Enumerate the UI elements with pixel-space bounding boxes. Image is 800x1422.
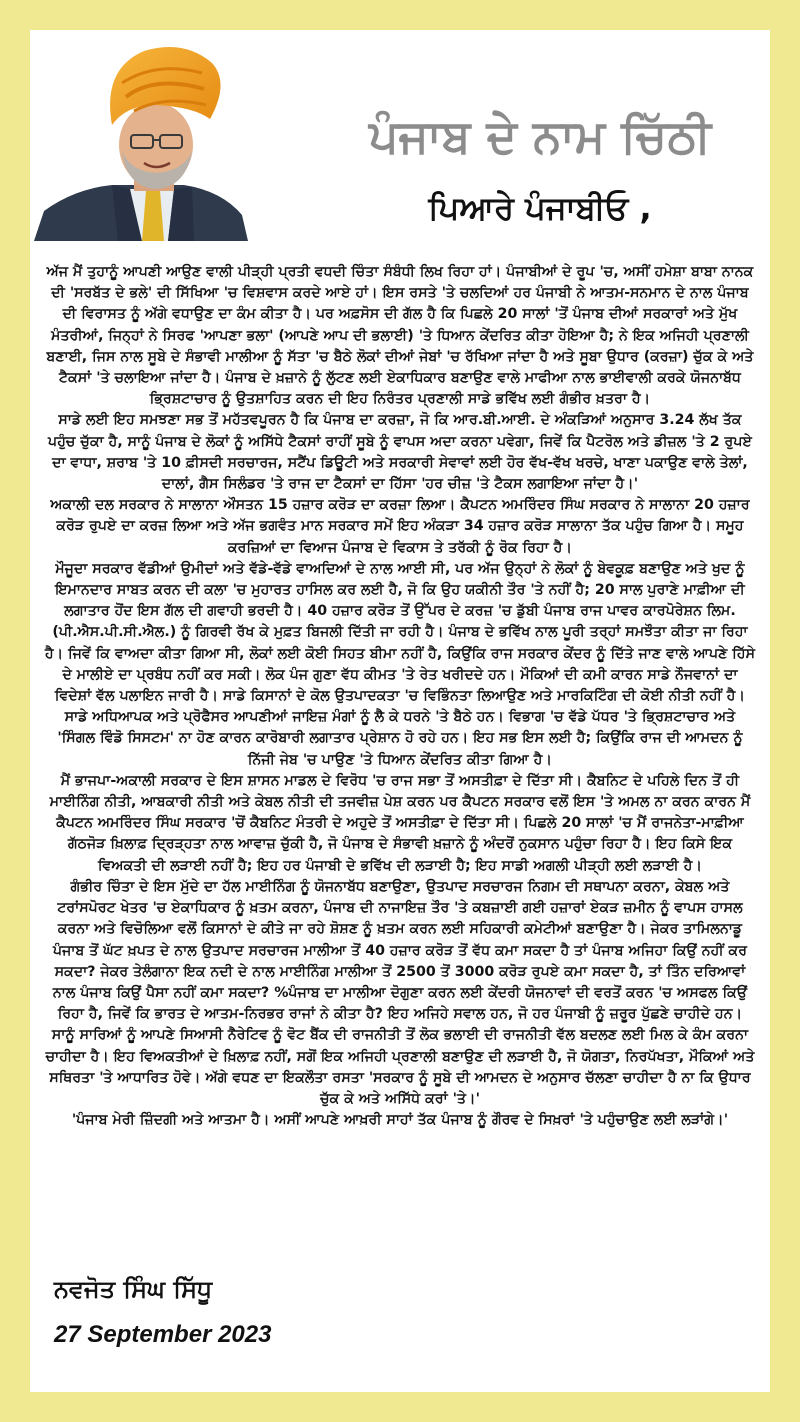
- letter-page: [30, 30, 770, 1392]
- letter-date: 27 September 2023: [54, 1321, 272, 1348]
- paragraph-6: ਗੰਭੀਰ ਚਿੰਤਾ ਦੇ ਇਸ ਮੁੱਦੇ ਦਾ ਹੱਲ ਮਾਈਨਿੰਗ ਨੂੰ ਯੋਜਨਾਬੱਧ ਬਣਾਉਣਾ, ਉਤਪਾਦ ਸਰਚਾਰਜ ਨਿਗਮ ਦੀ ਸਥਾਪਨਾ ਕਰਨਾ, ਕੇਬਲ ਅਤੇ ਟਰਾਂਸਪੋਰਟ ਖੇਤਰ 'ਚ ਏਕਾਧਿਕਾਰ ਨੂੰ ਖ਼ਤਮ ਕਰਨਾ, ਪੰਜਾਬ ਦੀ ਨਾਜਾਇਜ਼ ਤੌਰ 'ਤੇ ਕਬਜ਼ਾਈ ਗਈ ਹਜ਼ਾਰਾਂ ਏਕੜ ਜ਼ਮੀਨ ਨੂੰ ਵਾਪਸ ਹਾਸਲ ਕਰਨਾ ਅਤੇ ਵਿਚੋਲਿਆ ਵਲੋਂ ਕਿਸਾਨਾਂ ਦੇ ਕੀਤੇ ਜਾ ਰਹੇ ਸ਼ੋਸ਼ਣ ਨੂੰ ਖ਼ਤਮ ਕਰਨ ਲਈ ਸਹਿਕਾਰੀ ਕਮੇਟੀਆਂ ਬਣਾਉਣਾ ਹੈ। ਜੇਕਰ ਤਾਮਿਲਨਾਡੂ ਪੰਜਾਬ ਤੋਂ ਘੱਟ ਖ਼ਪਤ ਦੇ ਨਾਲ ਉਤਪਾਦ ਸਰਚਾਰਜ ਮਾਲੀਆ ਤੋਂ 40 ਹਜ਼ਾਰ ਕਰੋੜ ਤੋਂ ਵੱਧ ਕਮਾ ਸਕਦਾ ਹੈ ਤਾਂ ਪੰਜਾਬ ਅਜਿਹਾ ਕਿਉਂ ਨਹੀਂ ਕਰ ਸਕਦਾ? ਜੇਕਰ ਤੇਲੰਗਾਨਾ ਇਕ ਨਦੀ ਦੇ ਨਾਲ ਮਾਈਨਿੰਗ ਮਾਲੀਆ ਤੋਂ 2500 ਤੋਂ 3000 ਕਰੋੜ ਰੁਪਏ ਕਮਾ ਸਕਦਾ ਹੈ, ਤਾਂ ਤਿੰਨ ਦਰਿਆਵਾਂ ਨਾਲ ਪੰਜਾਬ ਕਿਉਂ ਪੈਸਾ ਨਹੀਂ ਕਮਾ ਸਕਦਾ? %ਪੰਜਾਬ ਦਾ ਮਾਲੀਆ ਦੋਗੁਣਾ ਕਰਨ ਲਈ ਕੇਂਦਰੀ ਯੋਜਨਾਵਾਂ ਦੀ ਵਰਤੋਂ ਕਰਨ 'ਚ ਅਸਫਲ ਕਿਉਂ ਰਿਹਾ ਹੈ, ਜਿਵੇਂ ਕਿ ਭਾਰਤ ਦੇ ਆਤਮ-ਨਿਰਭਰ ਰਾਜਾਂ ਨੇ ਕੀਤਾ ਹੈ? ਇਹ ਅਜਿਹੇ ਸਵਾਲ ਹਨ, ਜੋ ਹਰ ਪੰਜਾਬੀ ਨੂੰ ਜ਼ਰੂਰ ਪੁੱਛਣੇ ਚਾਹੀਦੇ ਹਨ। ਸਾਨੂੰ ਸਾਰਿਆਂ ਨੂੰ ਆਪਣੇ ਸਿਆਸੀ ਨੈਰੇਟਿਵ ਨੂੰ ਵੋਟ ਬੈਂਕ ਦੀ ਰਾਜਨੀਤੀ ਤੋਂ ਲੋਕ ਭਲਾਈ ਦੀ ਰਾਜਨੀਤੀ ਵੱਲ ਬਦਲਣ ਲਈ ਮਿਲ ਕੇ ਕੰਮ ਕਰਨਾ ਚਾਹੀਦਾ ਹੈ। ਇਹ ਵਿਅਕਤੀਆਂ ਦੇ ਖ਼ਿਲਾਫ਼ ਨਹੀਂ, ਸਗੋਂ ਇਕ ਅਜਿਹੀ ਪ੍ਰਣਾਲੀ ਬਣਾਉਣ ਦੀ ਲੜਾਈ ਹੈ, ਜੋ ਯੋਗਤਾ, ਨਿਰਪੱਖਤਾ, ਮੌਕਿਆਂ ਅਤੇ ਸਥਿਰਤਾ 'ਤੇ ਆਧਾਰਿਤ ਹੋਵੇ। ਅੱਗੇ ਵਧਣ ਦਾ ਇਕਲੌਤਾ ਰਸਤਾ 'ਸਰਕਾਰ ਨੂੰ ਸੂਬੇ ਦੀ ਆਮਦਨ ਦੇ ਅਨੁਸਾਰ ਚੱਲਣਾ ਚਾਹੀਦਾ ਹੈ ਨਾ ਕਿ ਉਧਾਰ ਚੁੱਕ ਕੇ ਅਤੇ ਅਸਿੱਧੇ ਕਰਾਂ 'ਤੇ।': [45, 878, 755, 1107]
- paragraph-1: ਅੱਜ ਮੈਂ ਤੁਹਾਨੂੰ ਆਪਣੀ ਆਉਣ ਵਾਲੀ ਪੀੜ੍ਹੀ ਪ੍ਰਤੀ ਵਧਦੀ ਚਿੰਤਾ ਸੰਬੰਧੀ ਲਿਖ ਰਿਹਾ ਹਾਂ। ਪੰਜਾਬੀਆਂ ਦੇ ਰੂਪ 'ਚ, ਅਸੀਂ ਹਮੇਸ਼ਾ ਬਾਬਾ ਨਾਨਕ ਦੀ 'ਸਰਬੱਤ ਦੇ ਭਲੇ' ਦੀ ਸਿੱਖਿਆ 'ਚ ਵਿਸ਼ਵਾਸ ਕਰਦੇ ਆਏ ਹਾਂ। ਇਸ ਰਸਤੇ 'ਤੇ ਚਲਦਿਆਂ ਹਰ ਪੰਜਾਬੀ ਨੇ ਆਤਮ-ਸਨਮਾਨ ਦੇ ਨਾਲ ਪੰਜਾਬ ਦੀ ਵਿਰਾਸਤ ਨੂੰ ਅੱਗੇ ਵਧਾਉਣ ਦਾ ਕੰਮ ਕੀਤਾ ਹੈ। ਪਰ ਅਫ਼ਸੋਸ ਦੀ ਗੱਲ ਹੈ ਕਿ ਪਿਛਲੇ 20 ਸਾਲਾਂ 'ਤੋਂ ਪੰਜਾਬ ਦੀਆਂ ਸਰਕਾਰਾਂ ਅਤੇ ਮੁੱਖ ਮੰਤਰੀਆਂ, ਜਿਨ੍ਹਾਂ ਨੇ ਸਿਰਫ 'ਆਪਣਾ ਭਲਾ' (ਆਪਣੇ ਆਪ ਦੀ ਭਲਾਈ) 'ਤੇ ਧਿਆਨ ਕੇਂਦਰਿਤ ਕੀਤਾ ਹੋਇਆ ਹੈ; ਨੇ ਇਕ ਅਜਿਹੀ ਪ੍ਰਣਾਲੀ ਬਣਾਈ, ਜਿਸ ਨਾਲ ਸੂਬੇ ਦੇ ਸੰਭਾਵੀ ਮਾਲੀਆ ਨੂੰ ਸੱਤਾ 'ਚ ਬੈਠੇ ਲੋਕਾਂ ਦੀਆਂ ਜੇਬਾਂ 'ਚ ਰੱਖਿਆ ਜਾਂਦਾ ਹੈ ਅਤੇ ਸੂਬਾ ਉਧਾਰ (ਕਰਜ਼ਾ) ਚੁੱਕ ਕੇ ਅਤੇ ਟੈਕਸਾਂ 'ਤੇ ਚਲਾਇਆ ਜਾਂਦਾ ਹੈ। ਪੰਜਾਬ ਦੇ ਖ਼ਜ਼ਾਨੇ ਨੂੰ ਲੁੱਟਣ ਲਈ ਏਕਾਧਿਕਾਰ ਬਣਾਉਣ ਵਾਲੇ ਮਾਫੀਆ ਨਾਲ ਭਾਈਵਾਲੀ ਕਰਕੇ ਯੋਜਨਾਬੱਧ ਭ੍ਰਿਸ਼ਟਾਚਾਰ ਨੂੰ ਉਤਸ਼ਾਹਿਤ ਕਰਨ ਦੀ ਇਹ ਨਿਰੰਤਰ ਪ੍ਰਣਾਲੀ ਸਾਡੇ ਭਵਿੱਖ ਲਈ ਗੰਭੀਰ ਖ਼ਤਰਾ ਹੈ।: [46, 264, 754, 408]
- paragraph-3: ਅਕਾਲੀ ਦਲ ਸਰਕਾਰ ਨੇ ਸਾਲਾਨਾ ਔਸਤਨ 15 ਹਜ਼ਾਰ ਕਰੋੜ ਦਾ ਕਰਜ਼ਾ ਲਿਆ। ਕੈਪਟਨ ਅਮਰਿੰਦਰ ਸਿੰਘ ਸਰਕਾਰ ਨੇ ਸਾਲਾਨਾ 20 ਹਜ਼ਾਰ ਕਰੋੜ ਰੁਪਏ ਦਾ ਕਰਜ਼ ਲਿਆ ਅਤੇ ਅੱਜ ਭਗਵੰਤ ਮਾਨ ਸਰਕਾਰ ਸਮੇਂ ਇਹ ਅੰਕੜਾ 34 ਹਜ਼ਾਰ ਕਰੋੜ ਸਾਲਾਨਾ ਤੱਕ ਪਹੁੰਚ ਗਿਆ ਹੈ। ਸਮੂਹ ਕਰਜ਼ਿਆਂ ਦਾ ਵਿਆਜ ਪੰਜਾਬ ਦੇ ਵਿਕਾਸ ਤੇ ਤਰੱਕੀ ਨੂੰ ਰੋਕ ਰਿਹਾ ਹੈ।: [50, 497, 750, 556]
- paragraph-4: ਮੌਜੂਦਾ ਸਰਕਾਰ ਵੱਡੀਆਂ ਉਮੀਦਾਂ ਅਤੇ ਵੱਡੇ-ਵੱਡੇ ਵਾਅਦਿਆਂ ਦੇ ਨਾਲ ਆਈ ਸੀ, ਪਰ ਅੱਜ ਉਨ੍ਹਾਂ ਨੇ ਲੋਕਾਂ ਨੂੰ ਬੇਵਕੂਫ਼ ਬਣਾਉਣ ਅਤੇ ਖੁਦ ਨੂੰ ਇਮਾਨਦਾਰ ਸਾਬਤ ਕਰਨ ਦੀ ਕਲਾ 'ਚ ਮੁਹਾਰਤ ਹਾਸਿਲ ਕਰ ਲਈ ਹੈ, ਜੋ ਕਿ ਉਹ ਯਕੀਨੀ ਤੌਰ 'ਤੇ ਨਹੀਂ ਹੈ; 20 ਸਾਲ ਪੁਰਾਣੇ ਮਾਫ਼ੀਆ ਦੀ ਲਗਾਤਾਰ ਹੋਂਦ ਇਸ ਗੱਲ ਦੀ ਗਵਾਹੀ ਭਰਦੀ ਹੈ। 40 ਹਜ਼ਾਰ ਕਰੋੜ ਤੋਂ ਉੱਪਰ ਦੇ ਕਰਜ਼ 'ਚ ਡੁੱਬੀ ਪੰਜਾਬ ਰਾਜ ਪਾਵਰ ਕਾਰਪੋਰੇਸ਼ਨ ਲਿਮ. (ਪੀ.ਐਸ.ਪੀ.ਸੀ.ਐਲ.) ਨੂੰ ਗਿਰਵੀ ਰੱਖ ਕੇ ਮੁਫ਼ਤ ਬਿਜਲੀ ਦਿੱਤੀ ਜਾ ਰਹੀ ਹੈ। ਪੰਜਾਬ ਦੇ ਭਵਿੱਖ ਨਾਲ ਪੂਰੀ ਤਰ੍ਹਾਂ ਸਮਝੌਤਾ ਕੀਤਾ ਜਾ ਰਿਹਾ ਹੈ। ਜਿਵੇਂ ਕਿ ਵਾਅਦਾ ਕੀਤਾ ਗਿਆ ਸੀ, ਲੋਕਾਂ ਲਈ ਕੋਈ ਸਿਹਤ ਬੀਮਾ ਨਹੀਂ ਹੈ, ਕਿਉਂਕਿ ਰਾਜ ਸਰਕਾਰ ਕੇਂਦਰ ਨੂੰ ਦਿੱਤੇ ਜਾਣ ਵਾਲੇ ਆਪਣੇ ਹਿੱਸੇ ਦੇ ਮਾਲੀਏ ਦਾ ਪ੍ਰਬੰਧ ਨਹੀਂ ਕਰ ਸਕੀ। ਲੋਕ ਪੰਜ ਗੁਣਾ ਵੱਧ ਕੀਮਤ 'ਤੇ ਰੇਤ ਖਰੀਦਦੇ ਹਨ। ਮੌਕਿਆਂ ਦੀ ਕਮੀ ਕਾਰਨ ਸਾਡੇ ਨੌਜਵਾਨਾਂ ਦਾ ਵਿਦੇਸ਼ਾਂ ਵੱਲ ਪਲਾਇਨ ਜਾਰੀ ਹੈ। ਸਾਡੇ ਕਿਸਾਨਾਂ ਦੇ ਕੋਲ ਉਤਪਾਦਕਤਾ 'ਚ ਵਿਭਿੰਨਤਾ ਲਿਆਉਣ ਅਤੇ ਮਾਰਕਿਟਿੰਗ ਦੀ ਕੋਈ ਨੀਤੀ ਨਹੀਂ ਹੈ। ਸਾਡੇ ਅਧਿਆਪਕ ਅਤੇ ਪ੍ਰੋਫੈਸਰ ਆਪਣੀਆਂ ਜਾਇਜ਼ ਮੰਗਾਂ ਨੂੰ ਲੈ ਕੇ ਧਰਨੇ 'ਤੇ ਬੈਠੇ ਹਨ। ਵਿਭਾਗ 'ਚ ਵੱਡੇ ਪੱਧਰ 'ਤੇ ਭ੍ਰਿਸ਼ਟਾਚਾਰ ਅਤੇ 'ਸਿੰਗਲ ਵਿੰਡੋ ਸਿਸਟਮ' ਨਾ ਹੋਣ ਕਾਰਨ ਕਾਰੋਬਾਰੀ ਲਗਾਤਾਰ ਪ੍ਰੇਸ਼ਾਨ ਹੋ ਰਹੇ ਹਨ। ਇਹ ਸਭ ਇਸ ਲਈ ਹੈ; ਕਿਉਂਕਿ ਰਾਜ ਦੀ ਆਮਦਨ ਨੂੰ ਨਿੱਜੀ ਜੇਬ 'ਚ ਪਾਉਣ 'ਤੇ ਧਿਆਨ ਕੇਂਦਰਿਤ ਕੀਤਾ ਗਿਆ ਹੈ।: [44, 560, 756, 768]
- letter-body: [44, 262, 756, 1131]
- salutation: ਪਿਆਰੇ ਪੰਜਾਬੀਓ ,: [428, 189, 652, 227]
- paragraph-2: ਸਾਡੇ ਲਈ ਇਹ ਸਮਝਣਾ ਸਭ ਤੋਂ ਮਹੱਤਵਪੂਰਨ ਹੈ ਕਿ ਪੰਜਾਬ ਦਾ ਕਰਜ਼ਾ, ਜੋ ਕਿ ਆਰ.ਬੀ.ਆਈ. ਦੇ ਅੰਕੜਿਆਂ ਅਨੁਸਾਰ 3.24 ਲੱਖ ਤੱਕ ਪਹੁੰਚ ਚੁੱਕਾ ਹੈ, ਸਾਨੂੰ ਪੰਜਾਬ ਦੇ ਲੋਕਾਂ ਨੂੰ ਅਸਿੱਧੇ ਟੈਕਸਾਂ ਰਾਹੀਂ ਸੂਬੇ ਨੂੰ ਵਾਪਸ ਅਦਾ ਕਰਨਾ ਪਵੇਗਾ, ਜਿਵੇਂ ਕਿ ਪੈਟਰੋਲ ਅਤੇ ਡੀਜ਼ਲ 'ਤੇ 2 ਰੁਪਏ ਦਾ ਵਾਧਾ, ਸ਼ਰਾਬ 'ਤੇ 10 ਫ਼ੀਸਦੀ ਸਰਚਾਰਜ, ਸਟੈਂਪ ਡਿਊਟੀ ਅਤੇ ਸਰਕਾਰੀ ਸੇਵਾਵਾਂ ਲਈ ਹੋਰ ਵੱਖ-ਵੱਖ ਖਰਚੇ, ਖਾਣਾ ਪਕਾਉਣ ਵਾਲੇ ਤੇਲਾਂ, ਦਾਲਾਂ, ਗੈਸ ਸਿਲੰਡਰ 'ਤੇ ਰਾਜ ਦਾ ਟੈਕਸਾਂ ਦਾ ਹਿੱਸਾ 'ਹਰ ਚੀਜ਼ 'ਤੇ ਟੈਕਸ ਲਗਾਇਆ ਜਾਂਦਾ ਹੈ।': [48, 412, 752, 493]
- signature-name: ਨਵਜੋਤ ਸਿੰਘ ਸਿੱਧੂ: [54, 1275, 213, 1303]
- closing-quote: 'ਪੰਜਾਬ ਮੇਰੀ ਜ਼ਿੰਦਗੀ ਅਤੇ ਆਤਮਾ ਹੈ। ਅਸੀਂ ਆਪਣੇ ਆਖ਼ਰੀ ਸਾਹਾਂ ਤੱਕ ਪੰਜਾਬ ਨੂੰ ਗੌਰਵ ਦੇ ਸਿਖ਼ਰਾਂ 'ਤੇ ਪਹੁੰਚਾਉਣ ਲਈ ਲੜਾਂਗੇ।': [71, 1112, 729, 1129]
- paragraph-5: ਮੈਂ ਭਾਜਪਾ-ਅਕਾਲੀ ਸਰਕਾਰ ਦੇ ਇਸ ਸ਼ਾਸਨ ਮਾਡਲ ਦੇ ਵਿਰੋਧ 'ਚ ਰਾਜ ਸਭਾ ਤੋਂ ਅਸਤੀਫ਼ਾ ਦੇ ਦਿੱਤਾ ਸੀ। ਕੈਬਨਿਟ ਦੇ ਪਹਿਲੇ ਦਿਨ ਤੋਂ ਹੀ ਮਾਈਨਿੰਗ ਨੀਤੀ, ਆਬਕਾਰੀ ਨੀਤੀ ਅਤੇ ਕੇਬਲ ਨੀਤੀ ਦੀ ਤਜਵੀਜ਼ ਪੇਸ਼ ਕਰਨ ਪਰ ਕੈਪਟਨ ਸਰਕਾਰ ਵਲੋਂ ਇਸ 'ਤੇ ਅਮਲ ਨਾ ਕਰਨ ਕਾਰਨ ਮੈਂ ਕੈਪਟਨ ਅਮਰਿੰਦਰ ਸਿੰਘ ਸਰਕਾਰ 'ਚੋਂ ਕੈਬਨਿਟ ਮੰਤਰੀ ਦੇ ਅਹੁਦੇ ਤੋਂ ਅਸਤੀਫ਼ਾ ਦੇ ਦਿੱਤਾ ਸੀ। ਪਿਛਲੇ 20 ਸਾਲਾਂ 'ਚ ਮੈਂ ਰਾਜਨੇਤਾ-ਮਾਫ਼ੀਆ ਗੱਠਜੋੜ ਖ਼ਿਲਾਫ਼ ਦ੍ਰਿੜ੍ਹਤਾ ਨਾਲ ਆਵਾਜ਼ ਚੁੱਕੀ ਹੈ, ਜੋ ਪੰਜਾਬ ਦੇ ਸੰਭਾਵੀ ਖ਼ਜ਼ਾਨੇ ਨੂੰ ਅੰਦਰੋਂ ਨੁਕਸਾਨ ਪਹੁੰਚਾ ਰਿਹਾ ਹੈ। ਇਹ ਕਿਸੇ ਇਕ ਵਿਅਕਤੀ ਦੀ ਲੜਾਈ ਨਹੀਂ ਹੈ; ਇਹ ਹਰ ਪੰਜਾਬੀ ਦੇ ਭਵਿੱਖ ਦੀ ਲੜਾਈ ਹੈ; ਇਹ ਸਾਡੀ ਅਗਲੀ ਪੀੜ੍ਹੀ ਲਈ ਲੜਾਈ ਹੈ।: [49, 772, 751, 874]
- portrait-photo: [34, 39, 248, 241]
- letter-title: ਪੰਜਾਬ ਦੇ ਨਾਮ ਚਿੱਠੀ: [368, 109, 712, 163]
